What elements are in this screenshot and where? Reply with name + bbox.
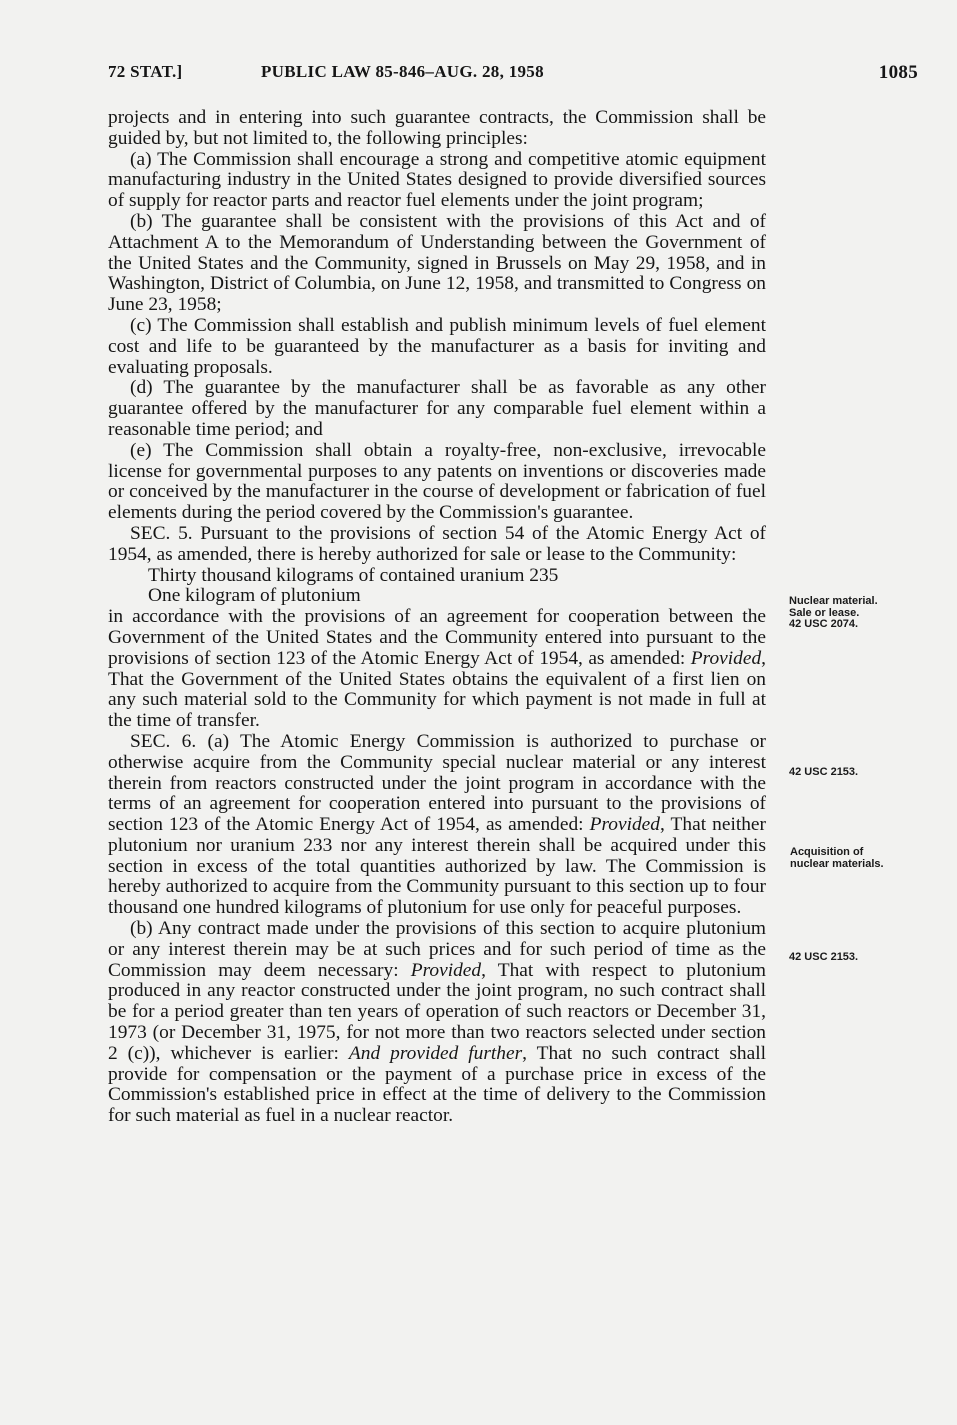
section-6a-provided: Provided [589, 814, 660, 836]
intro-paragraph: projects and in entering into such guarantee contracts, the Commission shall be guided by, but not limited to, the following principles: [108, 107, 766, 149]
section-5-cont-text-1: in accordance with the provisions of an agreement for cooperation between the Government of the United States and the Community entered into pursuant to the provisions of section 123 of the Atomic Energy Act of 1954, as amended: [108, 606, 766, 669]
paragraph-b: (b) The guarantee shall be consistent with the provisions of this Act and of Attachment A to the Memorandum of Understanding between the Government of the United States and the Community, signed in Brussels on May 29, 1958, and in Washington, District of Columbia, on June 12, 1958, and transmitted to Congress on June 23, 1958; [108, 210, 766, 316]
section-6b-text-2: , That with respect to plutonium produced in any reactor constructed under the joint program, no such contract shall be for a period greater than ten years of operation of such reactors or December 31, 1973 (or December 31, 1975, for not more than two reactors selected under section 2 (c)), whichever is earlier: [108, 959, 766, 1064]
margin-note-acquisition [790, 847, 930, 870]
section-5-cont-text-2: , That the Government of the United States obtains the equivalent of a first lien on any such material sold to the Community for which payment is not made in full at the time of transfer. [108, 647, 766, 732]
section-6b-text-1: (b) Any contract made under the provisions of this section to acquire plutonium or any interest therein may be at such prices and for such period of time as the Commission may deem necessary: [108, 918, 766, 981]
margin-note-line: Nuclear material. [789, 595, 878, 607]
running-title: PUBLIC LAW 85-846–AUG. 28, 1958 [261, 62, 544, 81]
paragraph-a: (a) The Commission shall encourage a strong and competitive atomic equipment manufacturing industry in the United States designed to provide diversified sources of supply for reactor parts and reactor fuel elements under the joint program; [108, 148, 766, 212]
section-6b [108, 919, 766, 1127]
margin-note-nuclear-material [789, 596, 929, 631]
page-number: 1085 [878, 62, 918, 83]
section-6b-provided: Provided [410, 959, 482, 981]
paragraph-d: (d) The guarantee by the manufacturer shall be as favorable as any other guarantee offered by the manufacturer for any comparable fuel element within a reasonable time period; and [108, 377, 766, 440]
margin-note-line: 42 USC 2153. [789, 951, 859, 963]
section-5-continuation [108, 607, 766, 732]
section-6a-text-1: SEC. 6. (a) The Atomic Energy Commission is authorized to purchase or otherwise acquire from the Community special nuclear material or any interest therein from reactors constructed under the joint program in accordance with the terms of an agreement for cooperation entered into pursuant to the provisions of section 123 of the Atomic Energy Act of 1954, as amended: [108, 730, 766, 836]
margin-note-line: Acquisition of [790, 846, 864, 858]
stat-reference: 72 STAT.] [108, 62, 183, 81]
paragraph-c: (c) The Commission shall establish and publish minimum levels of fuel element cost and life to be guaranteed by the manufacturer as a basis for inviting and evaluating proposals. [108, 314, 766, 378]
section-5: SEC. 5. Pursuant to the provisions of section 54 of the Atomic Energy Act of 1954, as amended, there is hereby authorized for sale or lease to the Community: [108, 522, 766, 565]
section-5-provided: Provided [690, 647, 762, 669]
margin-note-usc-2153-a [789, 767, 929, 779]
section-6b-text-3: , That no such contract shall provide for compensation or the payment of a purchase price in excess of the Commission's established price in effect at the time of delivery to the Commission for such material as fuel in a nuclear reactor. [108, 1042, 766, 1127]
margin-note-line: nuclear materials. [790, 857, 884, 870]
margin-note-line: 42 USC 2153. [789, 766, 859, 778]
margin-note-usc-2153-b [789, 952, 929, 964]
body-text [108, 108, 766, 1127]
margin-note-line: 42 USC 2074. [789, 618, 859, 630]
section-6a-text-2: , That neither plutonium nor uranium 233 nor any interest therein shall be acquired under this section in excess of the total quantities authorized by law. The Commission is hereby authorized to acquire from the Community pursuant to this section up to four thousand one hundred kilograms of plutonium for use only for peaceful purposes. [108, 814, 766, 919]
paragraph-e: (e) The Commission shall obtain a royalty-free, non-exclusive, irrevocable license for governmental purposes to any patents on inventions or discoveries made or conceived by the manufacturer in the course of development or fabrication of fuel elements during the period covered by the Commission's guarantee. [108, 439, 766, 524]
margin-note-line: Sale or lease. [789, 606, 860, 619]
section-6b-provided-further: And provided further [348, 1042, 523, 1064]
section-6a [108, 732, 766, 919]
section-5-item-plutonium: One kilogram of plutonium [148, 585, 361, 607]
section-5-item-uranium: Thirty thousand kilograms of contained uranium 235 [148, 564, 559, 586]
page-header [108, 62, 918, 88]
